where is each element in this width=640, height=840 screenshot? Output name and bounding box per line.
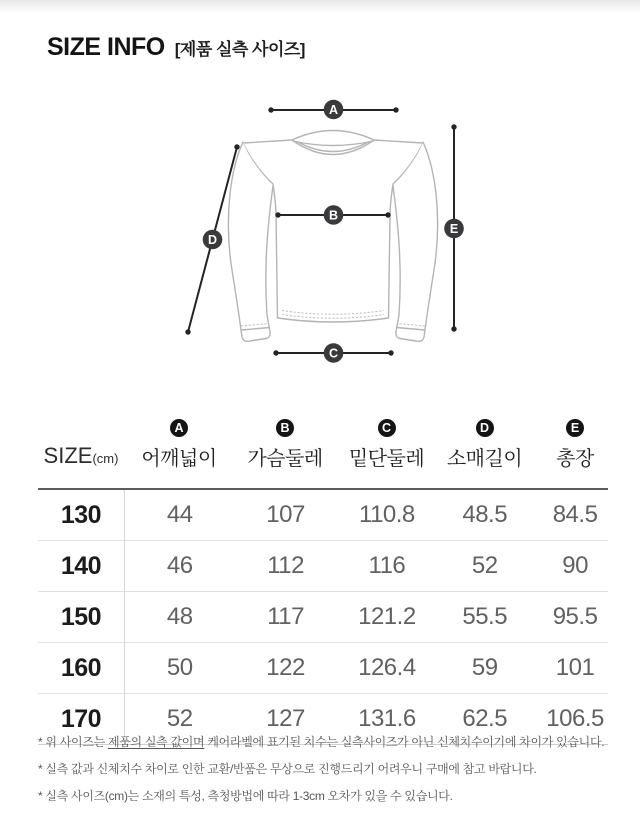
size-header-cell <box>38 403 124 488</box>
row-value: 101 <box>555 654 595 681</box>
col-badge-c: C <box>378 419 396 437</box>
row-value: 62.5 <box>462 705 508 732</box>
size-table-header <box>38 403 608 490</box>
column-header-d <box>437 403 532 488</box>
row-value: 122 <box>266 654 305 681</box>
row-value: 44 <box>166 501 193 528</box>
measure-e-letter: E <box>449 222 459 236</box>
table-row-160 <box>38 643 608 694</box>
page-header <box>47 33 305 62</box>
row-value: 116 <box>368 552 406 579</box>
row-value: 52 <box>471 552 498 579</box>
col-label-sleeve: 소매길이 <box>446 448 523 470</box>
col-badge-a: A <box>170 419 188 437</box>
measure-a-letter: A <box>328 103 339 117</box>
shirt-outline <box>228 131 437 343</box>
row-size: 160 <box>38 643 125 693</box>
row-value: 46 <box>166 552 193 579</box>
measure-d-letter: D <box>207 233 218 247</box>
row-value: 52 <box>166 705 193 732</box>
measure-a-shoulder <box>268 100 398 120</box>
column-header-b <box>234 403 336 488</box>
size-unit: (cm) <box>92 451 119 466</box>
measure-e-length <box>444 124 464 331</box>
column-header-e <box>537 403 613 488</box>
measure-e-bottom-dot <box>451 326 456 331</box>
col-badge-b: B <box>276 419 294 437</box>
row-value: 106.5 <box>546 705 604 732</box>
measure-c-right-dot <box>388 350 393 355</box>
row-size: 130 <box>38 490 125 540</box>
row-value: 112 <box>267 552 304 579</box>
measure-b-left-dot <box>275 212 280 217</box>
footnote-1: * 위 사이즈는 제품의 실측 값이며 케어라벨에 표기된 치수는 실측사이즈가 아닌 신체치수이기에 차이가 있습니다. <box>38 735 605 749</box>
row-value: 131.6 <box>358 705 416 732</box>
table-row-150 <box>38 592 608 643</box>
page-subtitle: [제품 실측 사이즈] <box>174 40 305 59</box>
page-title: SIZE INFO <box>47 33 165 61</box>
row-value: 126.4 <box>358 654 416 681</box>
row-value: 55.5 <box>462 603 508 630</box>
footnotes <box>38 729 623 810</box>
col-badge-d: D <box>476 419 494 437</box>
row-value: 84.5 <box>552 501 598 528</box>
row-size: 170 <box>38 694 125 744</box>
row-size: 140 <box>38 541 125 591</box>
measure-d-top-dot <box>234 144 239 149</box>
row-value: 121.2 <box>358 603 416 630</box>
column-header-a <box>124 403 234 488</box>
row-value: 48.5 <box>462 501 508 528</box>
measure-e-top-dot <box>451 124 456 129</box>
row-value: 95.5 <box>552 603 598 630</box>
col-label-shoulder: 어깨넓이 <box>141 448 217 470</box>
row-value: 127 <box>266 705 305 732</box>
row-value: 107 <box>266 501 305 528</box>
measure-b-right-dot <box>385 212 390 217</box>
column-header-c <box>336 403 437 488</box>
size-header-label: SIZE(cm) <box>43 443 119 468</box>
measure-a-left-dot <box>268 107 273 112</box>
row-value: 59 <box>471 654 498 681</box>
row-size: 150 <box>38 592 125 642</box>
measure-c-hem <box>273 343 393 363</box>
measure-c-left-dot <box>273 350 278 355</box>
measure-a-right-dot <box>393 107 398 112</box>
table-row-140 <box>38 541 608 592</box>
row-value: 48 <box>166 603 193 630</box>
footnote-2: * 실측 값과 신체치수 차이로 인한 교환/반품은 무상으로 진행드리기 어려우니 구매에 참고 바랍니다. <box>38 762 537 776</box>
row-value: 90 <box>562 552 588 579</box>
col-badge-e: E <box>566 419 584 437</box>
size-table <box>38 403 608 745</box>
top-shadow-gradient <box>0 0 640 15</box>
measure-d-bottom-dot <box>185 329 190 334</box>
measure-c-letter: C <box>328 346 339 361</box>
col-label-total: 총장 <box>556 448 594 470</box>
shirt-measurement-diagram <box>140 80 500 390</box>
measure-b-chest <box>275 205 390 225</box>
footnote-3: * 실측 사이즈(cm)는 소재의 특성, 측청방법에 따라 1-3cm 오차가 있을 수 있습니다. <box>38 789 453 803</box>
col-label-chest: 가슴둘레 <box>247 448 323 470</box>
table-row-130 <box>38 490 608 541</box>
row-value: 117 <box>267 603 304 630</box>
col-label-hem: 밑단둘레 <box>348 448 425 470</box>
measure-b-letter: B <box>328 208 339 223</box>
row-value: 110.8 <box>359 501 415 528</box>
footnote-1-underline: 제품의 실측 값이며 <box>107 735 205 749</box>
row-value: 50 <box>166 654 193 681</box>
